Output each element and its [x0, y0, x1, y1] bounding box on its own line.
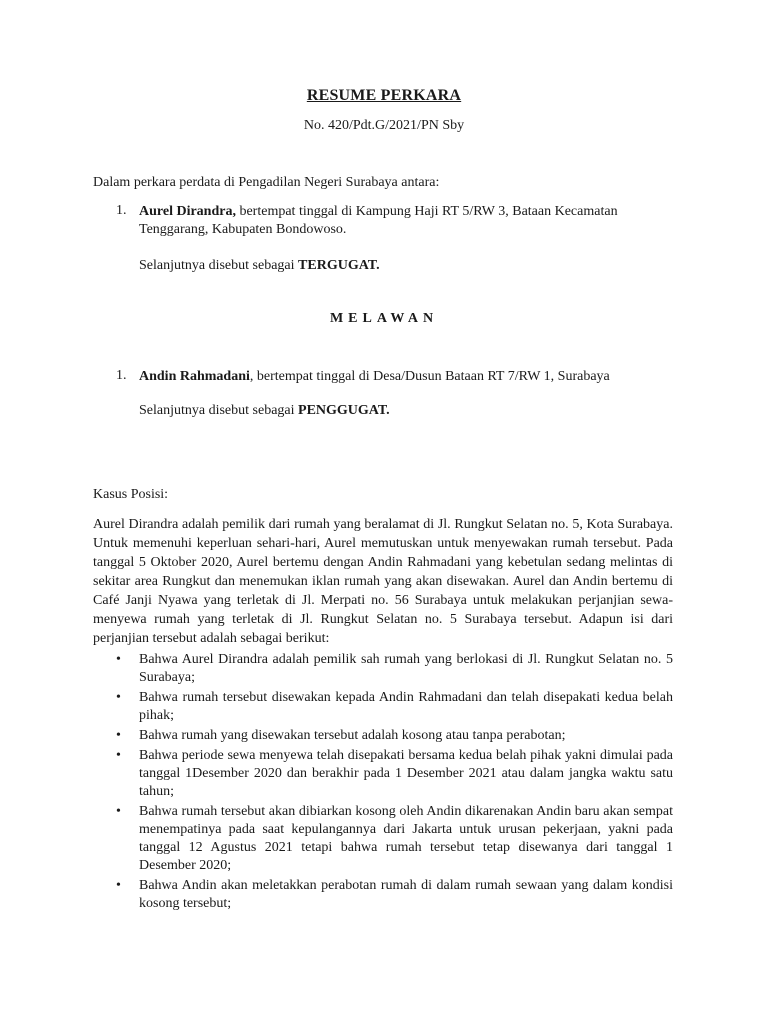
plaintiff-name: Andin Rahmadani	[139, 369, 250, 384]
bullet-icon: •	[116, 728, 121, 743]
plaintiff-designation	[139, 402, 674, 420]
defendant-address: bertempat tinggal di Kampung Haji RT 5/RW 3, Bataan Kecamatan Tenggarang, Kabupaten Bondowoso.	[139, 204, 618, 237]
list-item-text: Bahwa Andin akan meletakkan perabotan rumah di dalam rumah sewaan yang dalam kondisi kosong tersebut;	[139, 878, 673, 911]
plaintiff-address: , bertempat tinggal di Desa/Dusun Bataan RT 7/RW 1, Surabaya	[249, 369, 610, 384]
bullet-icon: •	[116, 652, 121, 667]
bullet-icon: •	[116, 690, 121, 705]
bullet-icon: •	[116, 878, 121, 893]
designation-prefix: Selanjutnya disebut sebagai	[139, 403, 299, 418]
list-item-text: Bahwa rumah yang disewakan tersebut adalah kosong atau tanpa perabotan;	[139, 728, 566, 743]
list-item	[93, 689, 673, 725]
agreement-list	[93, 651, 673, 915]
list-item-text: Bahwa rumah tersebut akan dibiarkan kosong oleh Andin dikarenakan Andin baru akan sempat menempatinya pada saat kepulangannya dari Jakarta untuk urusan pekerjaan, yakni pada tanggal 12 Agustus 2021 tetapi bahwa rumah tersebut tetap disewanya dari tanggal 1 Desember 2020;	[139, 804, 673, 873]
case-number: No. 420/Pdt.G/2021/PN Sby	[303, 118, 465, 133]
plaintiff-number: 1.	[116, 368, 127, 383]
defendant-entry	[139, 203, 674, 239]
case-paragraph: Aurel Dirandra adalah pemilik dari rumah yang beralamat di Jl. Rungkut Selatan no. 5, Kota Surabaya. Untuk memenuhi keperluan sehari-hari, Aurel memutuskan untuk menyewakan rumah tersebut. Pada tanggal 5 Oktober 2020, Aurel bertemu dengan Andin Rahmadani yang kebetulan sedang melintas di sekitar area Rungkut dan menemukan iklan rumah yang akan disewakan. Aurel dan Andin bertemu di Café Janji Nyawa yang terletak di Jl. Merpati no. 56 Surabaya untuk melakukan perjanjian sewa-menyewa rumah yang terletak di Jl. Rungkut Selatan no. 5 Surabaya tersebut. Adapun isi dari perjanjian tersebut adalah sebagai berikut:	[93, 517, 673, 646]
list-item-text: Bahwa rumah tersebut disewakan kepada Andin Rahmadani dan telah disepakati kedua belah pihak;	[139, 690, 673, 723]
bullet-icon: •	[116, 748, 121, 763]
plaintiff-entry	[139, 368, 674, 386]
list-item	[93, 877, 673, 913]
versus-heading: MELAWAN	[329, 311, 439, 326]
list-item-text: Bahwa Aurel Dirandra adalah pemilik sah rumah yang berlokasi di Jl. Rungkut Selatan no. 5 Surabaya;	[139, 652, 673, 685]
designation-prefix: Selanjutnya disebut sebagai	[139, 258, 299, 273]
bullet-icon: •	[116, 804, 121, 819]
document-title: RESUME PERKARA	[306, 87, 462, 104]
defendant-name: Aurel Dirandra,	[139, 204, 236, 219]
list-item	[93, 803, 673, 875]
defendant-role: TERGUGAT.	[298, 258, 380, 273]
case-heading: Kasus Posisi:	[93, 487, 169, 502]
list-item	[93, 651, 673, 687]
defendant-number: 1.	[116, 203, 127, 218]
defendant-designation	[139, 257, 674, 275]
list-item	[93, 727, 673, 745]
list-item	[93, 747, 673, 801]
plaintiff-role: PENGGUGAT.	[298, 403, 390, 418]
intro-text: Dalam perkara perdata di Pengadilan Negeri Surabaya antara:	[93, 175, 440, 190]
list-item-text: Bahwa periode sewa menyewa telah disepakati bersama kedua belah pihak yakni dimulai pada tanggal 1Desember 2020 dan berakhir pada 1 Desember 2021 atau dalam jangka waktu satu tahun;	[139, 748, 673, 799]
